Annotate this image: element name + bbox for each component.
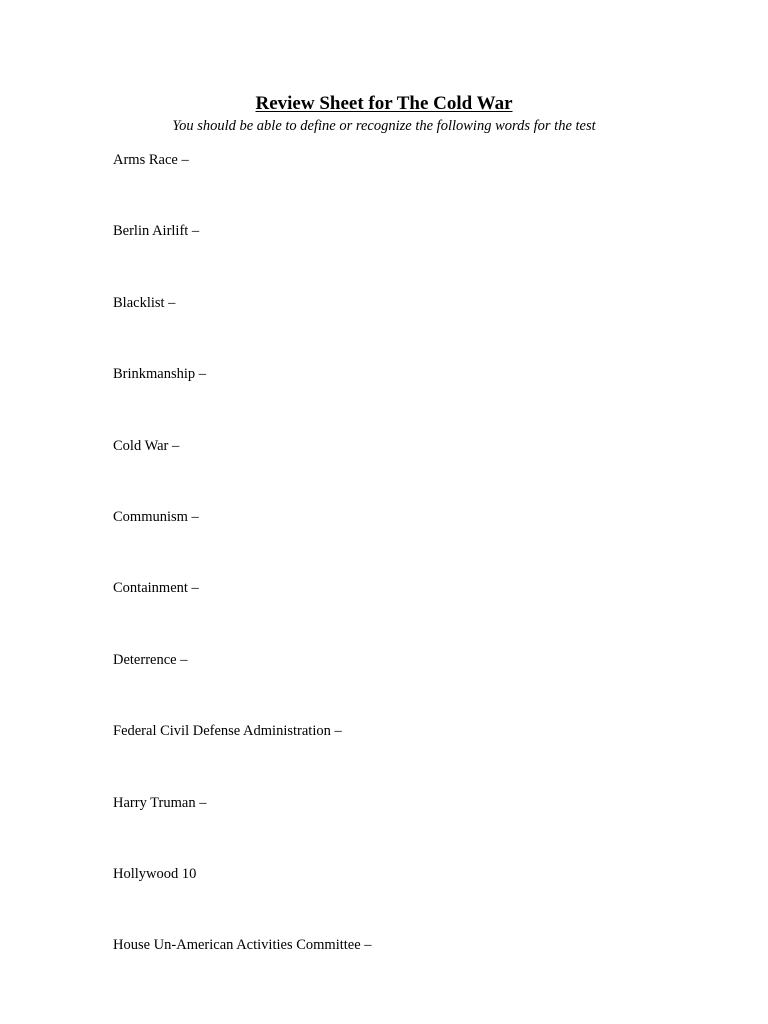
- term-federal-civil-defense-administration: Federal Civil Defense Administration –: [113, 723, 342, 740]
- page-subtitle: You should be able to define or recognize the following words for the test: [172, 118, 596, 134]
- term-brinkmanship: Brinkmanship –: [113, 366, 207, 383]
- page-title: Review Sheet for The Cold War: [255, 93, 513, 114]
- term-harry-truman: Harry Truman –: [113, 794, 207, 811]
- term-berlin-airlift: Berlin Airlift –: [113, 223, 200, 240]
- term-communism: Communism –: [113, 508, 199, 525]
- term-hollywood-10: Hollywood 10: [113, 865, 197, 882]
- term-blacklist: Blacklist –: [113, 294, 176, 311]
- term-huac: House Un-American Activities Committee –: [113, 937, 372, 954]
- term-arms-race: Arms Race –: [113, 152, 189, 168]
- term-list: [113, 150, 372, 1007]
- term-containment: Containment –: [113, 580, 199, 597]
- term-cold-war: Cold War –: [113, 437, 180, 454]
- term-deterrence: Deterrence –: [113, 651, 188, 668]
